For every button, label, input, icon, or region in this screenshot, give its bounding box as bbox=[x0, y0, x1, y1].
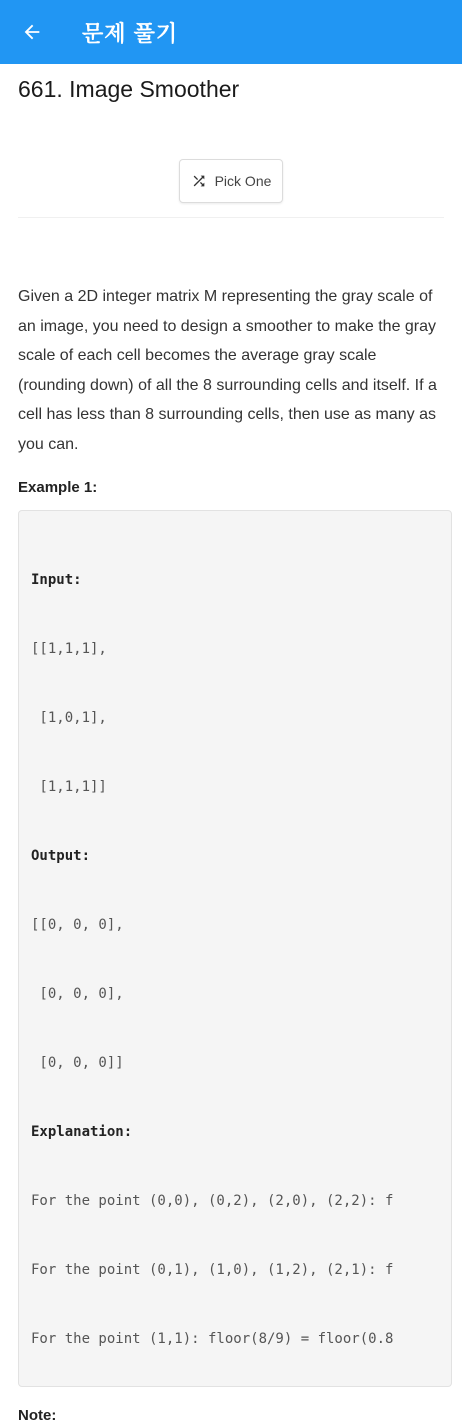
pick-one-label: Pick One bbox=[214, 173, 272, 189]
arrow-left-icon bbox=[21, 21, 43, 43]
example-code-block bbox=[18, 510, 452, 1387]
output-label: Output: bbox=[31, 848, 91, 864]
code-line: [[1,1,1], bbox=[31, 641, 107, 657]
code-line: [1,0,1], bbox=[31, 710, 107, 726]
example-label: Example 1: bbox=[18, 479, 98, 496]
back-button[interactable] bbox=[0, 0, 64, 64]
code-line: [[0, 0, 0], bbox=[31, 917, 124, 933]
app-bar bbox=[0, 0, 462, 64]
problem-description: Given a 2D integer matrix M representing the gray scale of an image, you need to design a smoother to make the gray scale of each cell becomes the average gray scale (rounding down) of all the 8 surrounding cells and itself. If a cell has less than 8 surrounding cells, then use as many as you can. bbox=[18, 288, 437, 453]
note-label: Note: bbox=[18, 1407, 57, 1424]
code-line: [0, 0, 0], bbox=[31, 986, 124, 1002]
input-label: Input: bbox=[31, 572, 82, 588]
app-bar-title: 문제 풀기 bbox=[82, 20, 179, 46]
explanation-label: Explanation: bbox=[31, 1124, 133, 1140]
code-line: For the point (0,0), (0,2), (2,0), (2,2): f bbox=[31, 1193, 394, 1209]
code-line: For the point (0,1), (1,0), (1,2), (2,1): f bbox=[31, 1262, 394, 1278]
code-line: [0, 0, 0]] bbox=[31, 1055, 124, 1071]
pick-one-button[interactable] bbox=[179, 159, 283, 203]
divider bbox=[18, 217, 444, 218]
shuffle-icon bbox=[191, 173, 207, 189]
code-line: [1,1,1]] bbox=[31, 779, 107, 795]
problem-title: 661. Image Smoother bbox=[18, 76, 240, 102]
code-line: For the point (1,1): floor(8/9) = floor(0.8 bbox=[31, 1331, 394, 1347]
